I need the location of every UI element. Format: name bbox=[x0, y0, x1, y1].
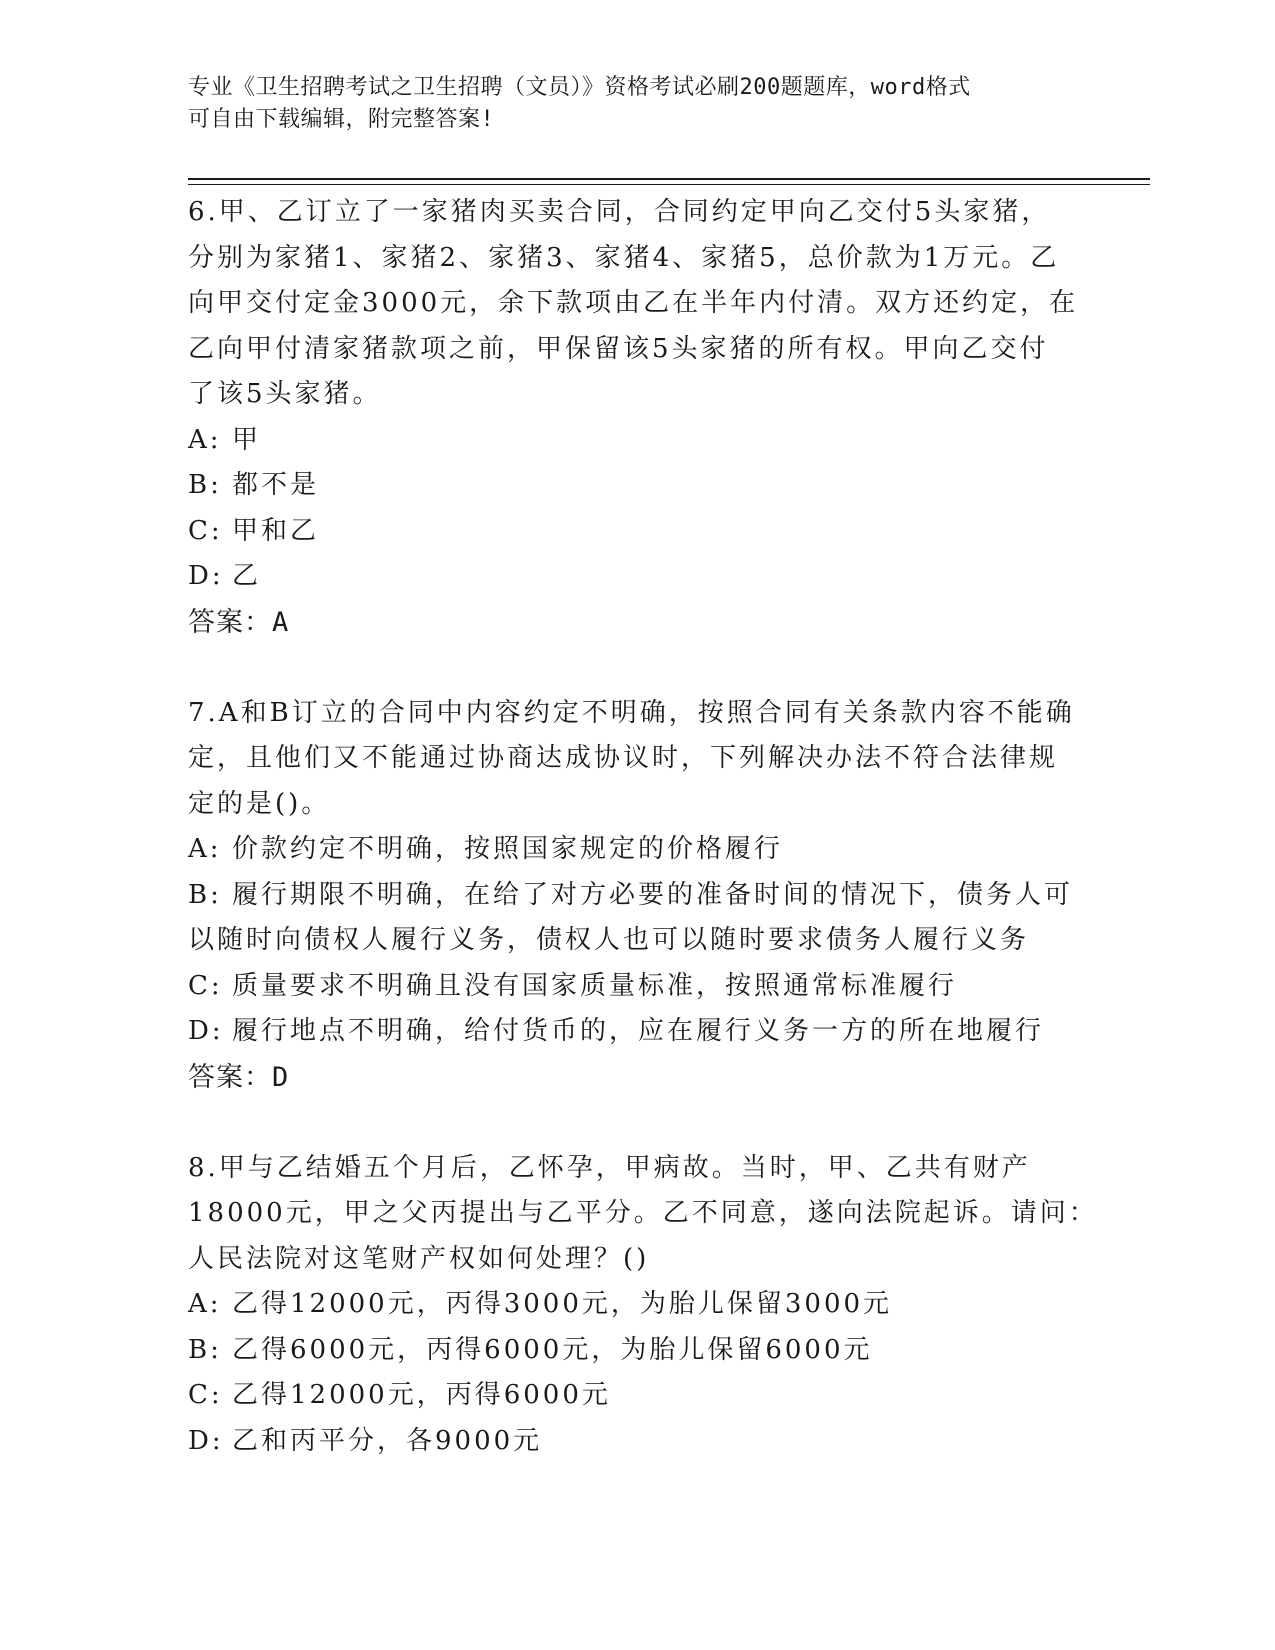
question-stem-line: 乙向甲付清家猪款项之前，甲保留该5头家猪的所有权。甲向乙交付 bbox=[188, 333, 1049, 364]
question-stem-line: 6.甲、乙订立了一家猪肉买卖合同，合同约定甲向乙交付5头家猪， bbox=[188, 197, 1051, 227]
option-c bbox=[188, 509, 1088, 555]
question-list bbox=[188, 190, 1098, 1464]
option-b bbox=[188, 463, 1088, 509]
option-key: A: bbox=[188, 834, 222, 864]
header-divider-thin bbox=[188, 184, 1150, 185]
option-a bbox=[188, 827, 1088, 873]
option-key: D: bbox=[188, 1016, 224, 1046]
option-key: B: bbox=[188, 470, 222, 500]
spacer bbox=[188, 1100, 1088, 1146]
header-divider-thick bbox=[188, 178, 1150, 180]
question-stem-line: 7.A和B订立的合同中内容约定不明确，按照合同有关条款内容不能确 bbox=[188, 697, 1075, 728]
option-key: B: bbox=[188, 879, 222, 910]
option-text: 履行期限不明确，在给了对方必要的准备时间的情况下，债务人可 bbox=[232, 879, 1074, 910]
option-text: 履行地点不明确，给付货币的，应在履行义务一方的所在地履行 bbox=[232, 1016, 1045, 1046]
option-a bbox=[188, 418, 1088, 464]
option-text: 都不是 bbox=[232, 470, 320, 500]
option-key: C: bbox=[188, 1380, 223, 1410]
option-text: 乙得12000元，丙得6000元 bbox=[232, 1380, 611, 1410]
option-c bbox=[188, 964, 1088, 1010]
option-key: A: bbox=[188, 1289, 222, 1319]
option-text: 乙得6000元，丙得6000元，为胎儿保留6000元 bbox=[232, 1334, 873, 1365]
option-key: A: bbox=[188, 424, 222, 455]
option-key: D: bbox=[188, 1425, 224, 1456]
spacer bbox=[188, 645, 1088, 691]
header-line-1: 专业《卫生招聘考试之卫生招聘（文员）》资格考试必刷200题题库，word格式 bbox=[188, 75, 971, 100]
option-a bbox=[188, 1282, 1088, 1328]
question-stem-line: 分别为家猪1、家猪2、家猪3、家猪4、家猪5，总价款为1万元。乙 bbox=[188, 242, 1060, 273]
question-stem-line: 18000元，甲之父丙提出与乙平分。乙不同意，遂向法院起诉。请问： bbox=[188, 1198, 1098, 1228]
question-stem-line: 了该5头家猪。 bbox=[188, 379, 382, 409]
option-text: 乙 bbox=[232, 561, 262, 591]
question-stem-line: 8.甲与乙结婚五个月后，乙怀孕，甲病故。当时，甲、乙共有财产 bbox=[188, 1152, 1031, 1183]
option-text: 乙得12000元，丙得3000元，为胎儿保留3000元 bbox=[232, 1289, 893, 1319]
option-text: 价款约定不明确，按照国家规定的价格履行 bbox=[232, 834, 784, 864]
option-c bbox=[188, 1373, 1088, 1419]
option-text: 质量要求不明确且没有国家质量标准，按照通常标准履行 bbox=[232, 970, 958, 1001]
question-stem-line: 人民法院对这笔财产权如何处理？() bbox=[188, 1243, 650, 1274]
option-d bbox=[188, 1419, 1088, 1465]
page-header bbox=[188, 72, 1088, 136]
question-7 bbox=[188, 691, 1088, 1101]
question-stem-line: 定的是()。 bbox=[188, 788, 331, 819]
option-key: D: bbox=[188, 561, 224, 591]
answer-line: 答案：D bbox=[188, 1061, 290, 1093]
question-8 bbox=[188, 1146, 1098, 1465]
option-key: B: bbox=[188, 1334, 222, 1365]
option-text: 甲和乙 bbox=[232, 515, 320, 546]
option-d bbox=[188, 1009, 1088, 1055]
option-key: C: bbox=[188, 515, 223, 546]
question-6 bbox=[188, 190, 1088, 645]
option-text: 甲 bbox=[232, 424, 262, 455]
option-b bbox=[188, 1328, 1088, 1374]
question-stem-line: 定，且他们又不能通过协商达成协议时，下列解决办法不符合法律规 bbox=[188, 743, 1059, 773]
option-b-continuation: 以随时向债权人履行义务，债权人也可以随时要求债务人履行义务 bbox=[188, 925, 1030, 955]
option-key: C: bbox=[188, 970, 223, 1001]
option-b bbox=[188, 873, 1088, 919]
answer-line: 答案：A bbox=[188, 606, 290, 638]
option-text: 乙和丙平分，各9000元 bbox=[232, 1425, 543, 1456]
question-stem-line: 向甲交付定金3000元，余下款项由乙在半年内付清。双方还约定，在 bbox=[188, 288, 1079, 318]
option-d bbox=[188, 554, 1088, 600]
header-line-2: 可自由下载编辑，附完整答案! bbox=[188, 107, 495, 132]
